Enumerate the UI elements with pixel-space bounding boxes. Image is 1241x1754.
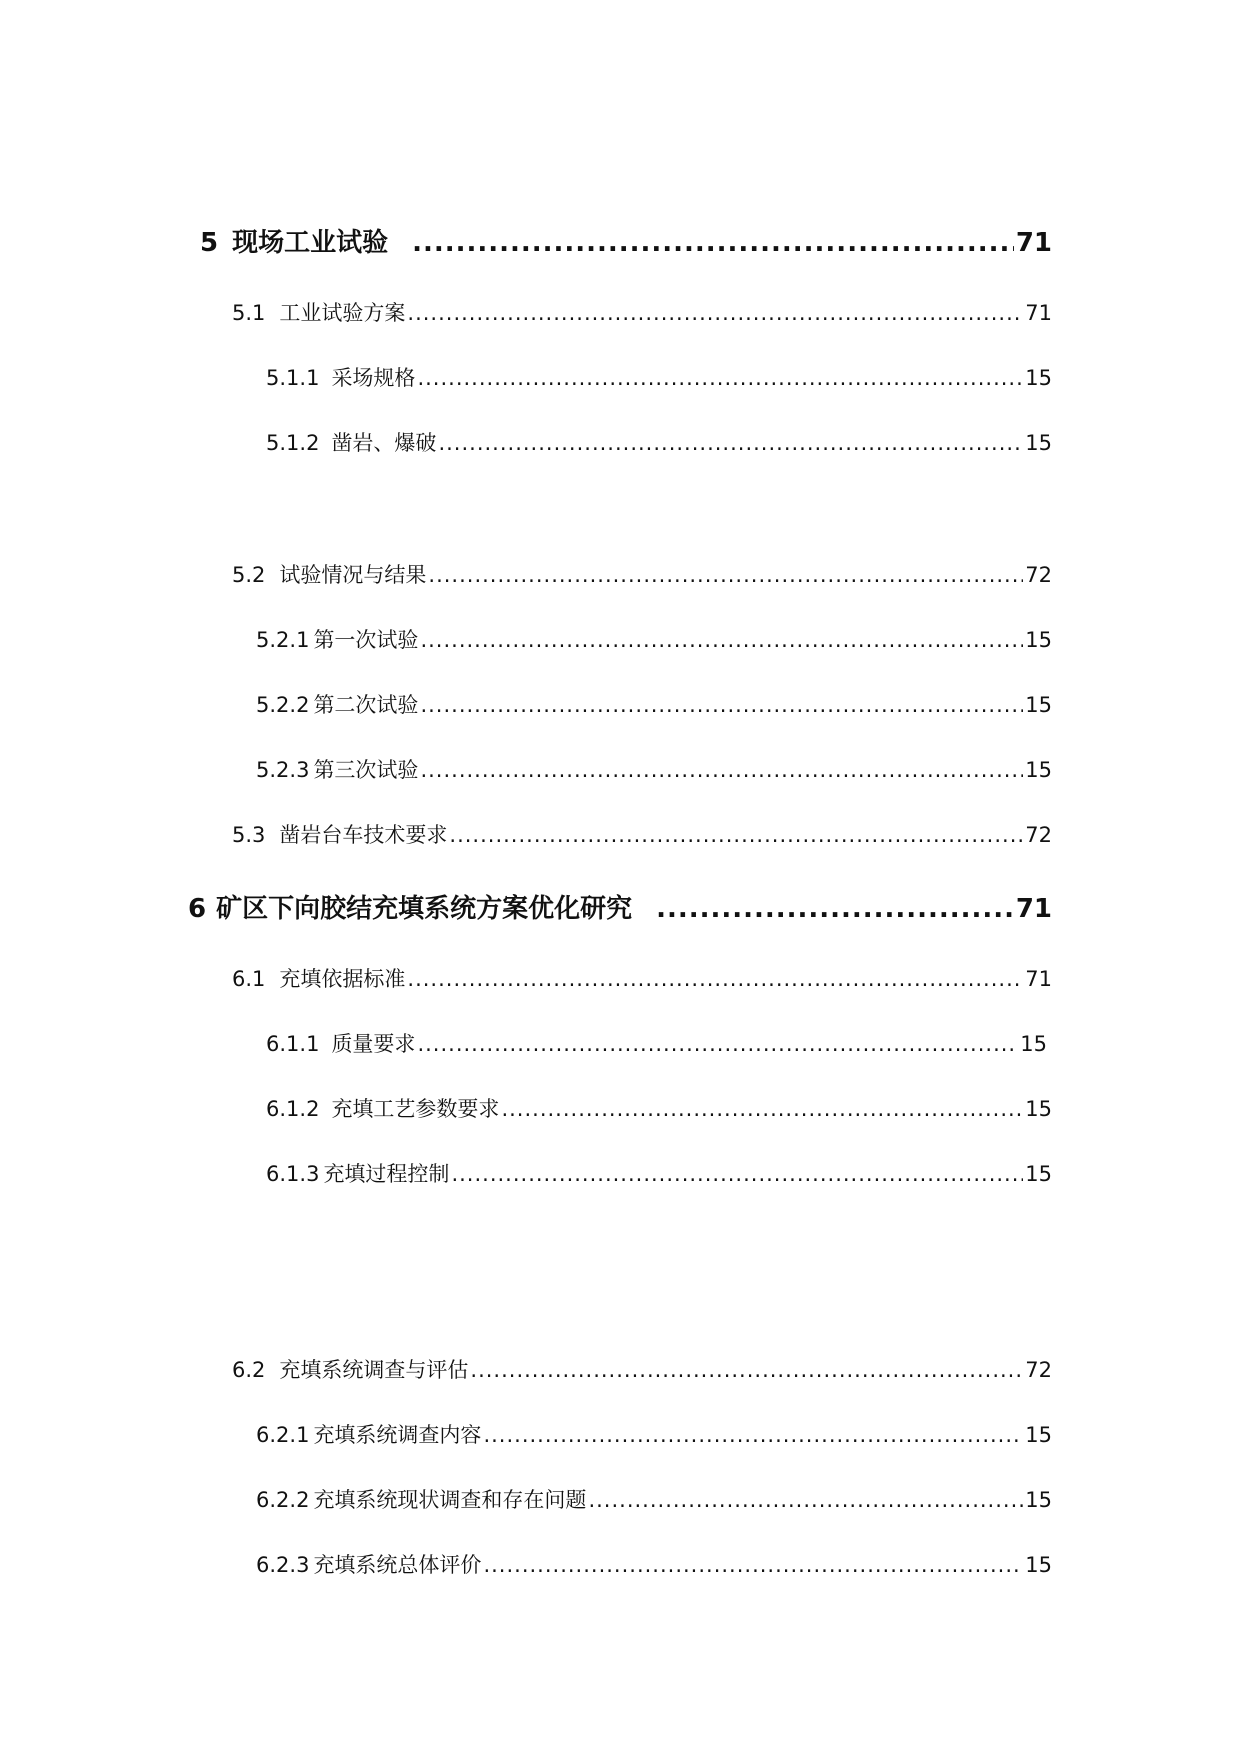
toc-number: 6.1 xyxy=(232,967,266,991)
toc-leader xyxy=(451,1162,1023,1186)
toc-title: 第三次试验 xyxy=(313,758,419,782)
toc-page-number: 15 xyxy=(1025,1097,1052,1121)
toc-entry-section-6-1[interactable] xyxy=(232,963,1052,993)
toc-number: 6.2.3 xyxy=(256,1553,310,1577)
toc-number: 6.2.2 xyxy=(256,1488,310,1512)
toc-page-number: 15 xyxy=(1025,366,1052,390)
toc-page-number: 15 xyxy=(1025,1423,1052,1447)
toc-title: 充填工艺参数要求 xyxy=(331,1097,500,1121)
toc-title: 充填系统现状调查和存在问题 xyxy=(313,1488,587,1512)
toc-leader xyxy=(428,563,1023,587)
toc-number: 6.1.1 xyxy=(266,1032,320,1056)
toc-page-number: 15 xyxy=(1025,1488,1052,1512)
toc-title: 第一次试验 xyxy=(313,628,419,652)
toc-entry-subsection-5-1-1[interactable] xyxy=(266,362,1052,392)
toc-number: 5.2.3 xyxy=(256,758,310,782)
toc-title: 充填依据标准 xyxy=(279,967,406,991)
toc-title: 工业试验方案 xyxy=(279,301,406,325)
toc-number: 6 xyxy=(188,894,207,924)
toc-title: 凿岩台车技术要求 xyxy=(279,823,448,847)
toc-leader xyxy=(412,228,1014,258)
toc-leader xyxy=(483,1423,1023,1447)
toc-leader xyxy=(407,967,1023,991)
toc-number: 5.2 xyxy=(232,563,266,587)
toc-number: 5.3 xyxy=(232,823,266,847)
toc-title: 充填系统总体评价 xyxy=(313,1553,482,1577)
toc-page-number: 71 xyxy=(1025,967,1052,991)
toc-title: 试验情况与结果 xyxy=(279,563,427,587)
toc-title: 第二次试验 xyxy=(313,693,419,717)
toc-page-number: 71 xyxy=(1025,301,1052,325)
toc-entry-section-5-1[interactable] xyxy=(232,297,1052,327)
toc-page-number: 15 xyxy=(1025,628,1052,652)
toc-page-number: 15 xyxy=(1025,1553,1052,1577)
toc-title: 采场规格 xyxy=(331,366,416,390)
toc-number: 5.2.1 xyxy=(256,628,310,652)
toc-leader xyxy=(420,758,1023,782)
toc-entry-subsection-6-2-1[interactable] xyxy=(256,1419,1052,1449)
toc-entry-section-6-2[interactable] xyxy=(232,1354,1052,1384)
toc-page-number: 71 xyxy=(1015,894,1052,924)
toc-leader xyxy=(417,366,1023,390)
toc-leader xyxy=(438,431,1023,455)
toc-page-number: 15 xyxy=(1025,431,1052,455)
toc-leader xyxy=(420,693,1023,717)
toc-entry-subsection-6-1-2[interactable] xyxy=(266,1093,1052,1123)
toc-leader xyxy=(449,823,1023,847)
toc-entry-subsection-6-1-1[interactable] xyxy=(266,1028,1047,1058)
toc-entry-subsection-5-2-1[interactable] xyxy=(256,624,1052,654)
toc-title: 质量要求 xyxy=(331,1032,416,1056)
toc-title: 充填系统调查内容 xyxy=(313,1423,482,1447)
toc-number: 6.1.2 xyxy=(266,1097,320,1121)
toc-number: 5.1 xyxy=(232,301,266,325)
toc-leader xyxy=(407,301,1023,325)
toc-title: 凿岩、爆破 xyxy=(331,431,437,455)
toc-leader xyxy=(483,1553,1023,1577)
toc-page-number: 15 xyxy=(1025,1162,1052,1186)
toc-entry-chapter-5[interactable] xyxy=(200,222,1052,259)
toc-entry-subsection-5-2-3[interactable] xyxy=(256,754,1052,784)
toc-page-number: 72 xyxy=(1025,563,1052,587)
toc-page-number: 15 xyxy=(1025,693,1052,717)
toc-number: 5.1.2 xyxy=(266,431,320,455)
toc-leader xyxy=(470,1358,1023,1382)
toc-number: 6.2.1 xyxy=(256,1423,310,1447)
toc-number: 5.2.2 xyxy=(256,693,310,717)
toc-page-number: 71 xyxy=(1015,228,1052,258)
toc-leader xyxy=(656,894,1014,924)
toc-entry-chapter-6[interactable] xyxy=(188,888,1052,925)
toc-number: 5 xyxy=(200,228,219,258)
toc-entry-subsection-5-2-2[interactable] xyxy=(256,689,1052,719)
toc-leader xyxy=(588,1488,1023,1512)
toc-leader xyxy=(501,1097,1023,1121)
toc-entry-section-5-2[interactable] xyxy=(232,559,1052,589)
toc-entry-subsection-6-2-3[interactable] xyxy=(256,1549,1052,1579)
toc-title: 现场工业试验 xyxy=(232,228,389,258)
toc-leader xyxy=(417,1032,1018,1056)
toc-title: 充填过程控制 xyxy=(323,1162,450,1186)
toc-entry-subsection-6-2-2[interactable] xyxy=(256,1484,1052,1514)
toc-title: 矿区下向胶结充填系统方案优化研究 xyxy=(216,894,633,924)
toc-page-number: 72 xyxy=(1025,1358,1052,1382)
toc-entry-subsection-6-1-3[interactable] xyxy=(266,1158,1052,1188)
toc-leader xyxy=(420,628,1023,652)
toc-page-number: 15 xyxy=(1020,1032,1047,1056)
toc-page-number: 72 xyxy=(1025,823,1052,847)
toc-number: 6.2 xyxy=(232,1358,266,1382)
toc-title: 充填系统调查与评估 xyxy=(279,1358,469,1382)
toc-entry-section-5-3[interactable] xyxy=(232,819,1052,849)
toc-number: 6.1.3 xyxy=(266,1162,320,1186)
toc-page-number: 15 xyxy=(1025,758,1052,782)
toc-entry-subsection-5-1-2[interactable] xyxy=(266,427,1052,457)
toc-number: 5.1.1 xyxy=(266,366,320,390)
